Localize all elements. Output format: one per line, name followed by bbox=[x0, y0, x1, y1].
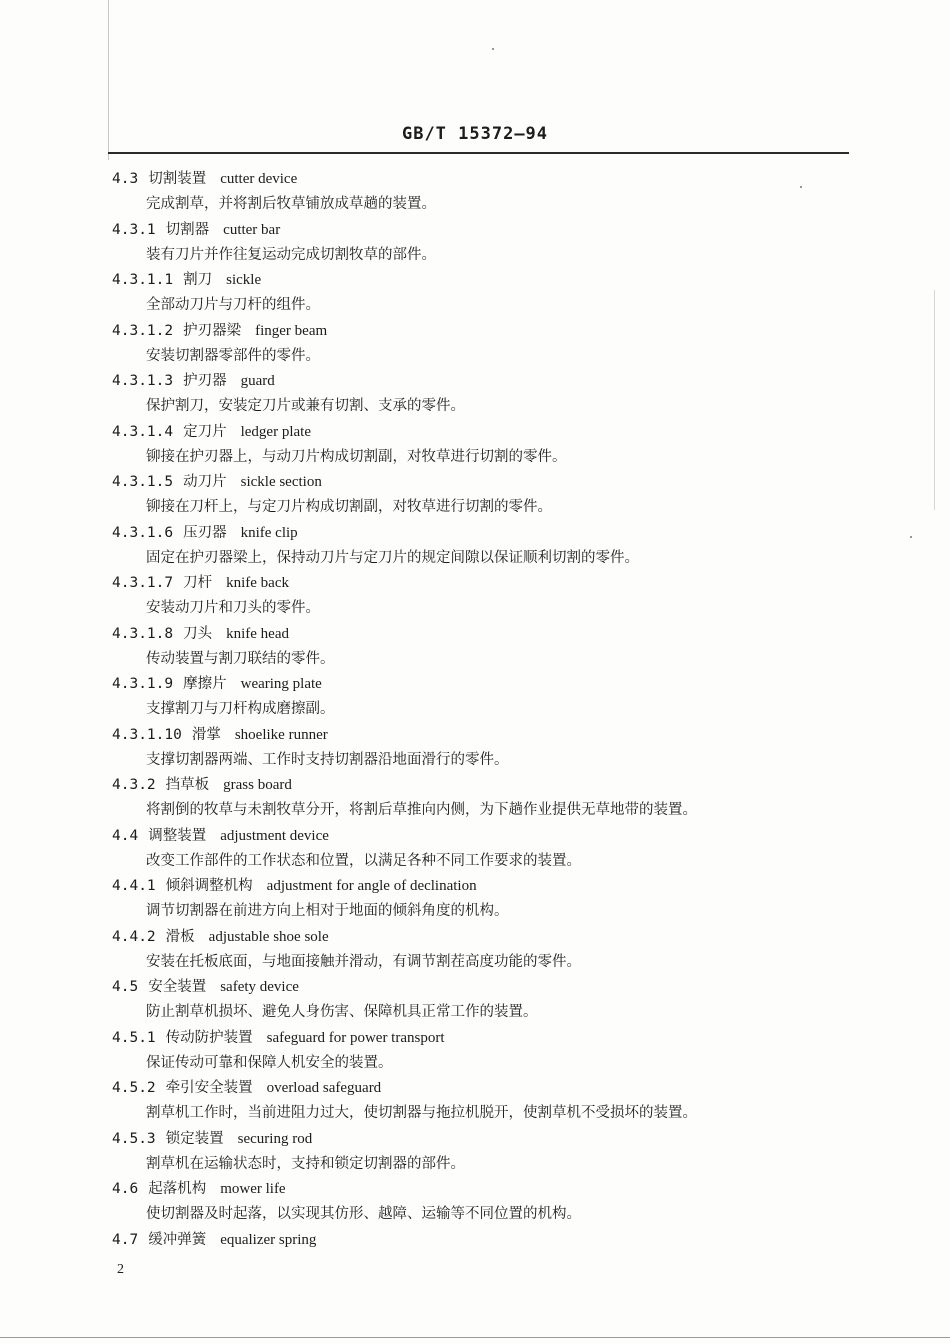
term-english: knife back bbox=[226, 575, 289, 591]
term-number: 4.3.1.3 bbox=[112, 373, 174, 389]
term-heading bbox=[112, 1176, 872, 1202]
header-rule bbox=[108, 152, 849, 154]
scan-bottom-line bbox=[0, 1337, 950, 1338]
term-definition: 安装动刀片和刀头的零件。 bbox=[146, 600, 320, 616]
term-chinese: 割刀 bbox=[183, 272, 213, 288]
term-definition: 传动装置与割刀联结的零件。 bbox=[146, 650, 335, 667]
term-heading bbox=[112, 217, 872, 243]
term-definition: 保护割刀，安装定刀片或兼有切割、支承的零件。 bbox=[146, 398, 465, 414]
term-english: knife head bbox=[226, 625, 289, 642]
term-chinese: 锁定装置 bbox=[165, 1130, 224, 1147]
term-entry bbox=[112, 671, 872, 722]
term-entry bbox=[112, 1126, 872, 1177]
term-heading bbox=[112, 722, 872, 748]
term-chinese: 滑板 bbox=[165, 928, 195, 945]
term-heading bbox=[112, 318, 872, 344]
term-english: adjustable shoe sole bbox=[208, 928, 329, 945]
term-definition: 将割倒的牧草与未割牧草分开，将割后草推向内侧，为下趟作业提供无草地带的装置。 bbox=[146, 802, 697, 818]
term-heading bbox=[112, 267, 872, 293]
term-heading bbox=[112, 1075, 872, 1101]
term-english: sickle bbox=[226, 272, 262, 288]
term-number: 4.4.1 bbox=[112, 878, 156, 894]
term-entry bbox=[112, 318, 872, 369]
term-chinese: 倾斜调整机构 bbox=[165, 878, 253, 894]
term-english: adjustment for angle of declination bbox=[266, 878, 477, 894]
term-number: 4.3.1 bbox=[112, 221, 156, 238]
term-number: 4.3.1.1 bbox=[112, 272, 174, 288]
term-heading bbox=[112, 772, 872, 798]
term-definition: 使切割器及时起落，以实现其仿形、越障、运输等不同位置的机构。 bbox=[146, 1206, 581, 1222]
term-english: grass board bbox=[223, 777, 292, 793]
term-english: equalizer spring bbox=[220, 1231, 317, 1248]
term-heading bbox=[112, 823, 872, 849]
term-heading bbox=[112, 419, 872, 445]
term-definition: 完成割草，并将割后牧草铺放成草趟的装置。 bbox=[146, 196, 436, 212]
term-definition: 防止割草机损坏、避免人身伤害、保障机具正常工作的装置。 bbox=[146, 1004, 538, 1020]
term-entry bbox=[112, 520, 872, 571]
term-heading bbox=[112, 469, 872, 495]
term-entry bbox=[112, 1176, 872, 1227]
term-number: 4.3.1.4 bbox=[112, 423, 174, 440]
term-number: 4.7 bbox=[112, 1231, 139, 1248]
term-number: 4.3.1.9 bbox=[112, 676, 174, 692]
term-chinese: 挡草板 bbox=[165, 777, 210, 793]
term-english: cutter bar bbox=[223, 221, 281, 238]
term-definition: 全部动刀片与刀杆的组件。 bbox=[146, 297, 320, 313]
term-english: sickle section bbox=[240, 474, 322, 490]
scan-speck bbox=[910, 536, 912, 538]
term-definition: 铆接在护刃器上，与动刀片构成切割副，对牧草进行切割的零件。 bbox=[146, 448, 567, 465]
term-english: adjustment device bbox=[220, 827, 329, 844]
term-entry bbox=[112, 722, 872, 773]
term-chinese: 摩擦片 bbox=[183, 676, 227, 692]
term-chinese: 定刀片 bbox=[183, 423, 227, 440]
term-english: overload safeguard bbox=[266, 1080, 382, 1096]
term-chinese: 牵引安全装置 bbox=[165, 1080, 253, 1096]
term-chinese: 护刃器梁 bbox=[183, 322, 242, 339]
term-entry bbox=[112, 469, 872, 520]
term-chinese: 安全装置 bbox=[148, 979, 207, 995]
term-english: guard bbox=[240, 373, 275, 389]
term-number: 4.3.1.5 bbox=[112, 474, 174, 490]
term-definition: 装有刀片并作往复运动完成切割牧草的部件。 bbox=[146, 246, 436, 263]
term-english: finger beam bbox=[255, 322, 328, 339]
term-english: cutter device bbox=[220, 171, 298, 187]
term-entry bbox=[112, 1227, 872, 1253]
term-definition: 改变工作部件的工作状态和位置，以满足各种不同工作要求的装置。 bbox=[146, 852, 581, 869]
term-heading bbox=[112, 671, 872, 697]
term-heading bbox=[112, 570, 872, 596]
term-number: 4.3.2 bbox=[112, 777, 156, 793]
term-heading bbox=[112, 368, 872, 394]
term-definition: 保证传动可靠和保障人机安全的装置。 bbox=[146, 1054, 393, 1071]
term-definition: 安装在托板底面，与地面接触并滑动，有调节割茬高度功能的零件。 bbox=[146, 953, 581, 970]
term-entry bbox=[112, 1025, 872, 1076]
term-entry bbox=[112, 974, 872, 1025]
term-heading bbox=[112, 873, 872, 899]
term-number: 4.5.2 bbox=[112, 1080, 156, 1096]
term-entry bbox=[112, 621, 872, 672]
term-entry bbox=[112, 368, 872, 419]
term-definition: 割草机在运输状态时，支持和锁定切割器的部件。 bbox=[146, 1155, 465, 1172]
term-heading bbox=[112, 974, 872, 1000]
term-entry bbox=[112, 1075, 872, 1126]
term-english: ledger plate bbox=[240, 423, 311, 440]
term-definition: 固定在护刃器梁上，保持动刀片与定刀片的规定间隙以保证顺利切割的零件。 bbox=[146, 549, 639, 566]
term-english: securing rod bbox=[237, 1130, 313, 1147]
term-number: 4.3 bbox=[112, 171, 139, 187]
term-number: 4.4 bbox=[112, 827, 139, 844]
term-chinese: 切割装置 bbox=[148, 171, 207, 187]
term-chinese: 动刀片 bbox=[183, 474, 227, 490]
term-number: 4.5 bbox=[112, 979, 139, 995]
term-number: 4.3.1.2 bbox=[112, 322, 174, 339]
term-number: 4.3.1.6 bbox=[112, 524, 174, 541]
term-definition: 调节切割器在前进方向上相对于地面的倾斜角度的机构。 bbox=[146, 903, 509, 919]
scan-speck bbox=[492, 48, 494, 50]
term-number: 4.3.1.8 bbox=[112, 625, 174, 642]
term-heading bbox=[112, 924, 872, 950]
term-heading bbox=[112, 1126, 872, 1152]
term-number: 4.5.1 bbox=[112, 1029, 156, 1046]
term-entry bbox=[112, 570, 872, 621]
term-chinese: 滑掌 bbox=[191, 726, 221, 743]
term-english: knife clip bbox=[240, 524, 298, 541]
term-entry bbox=[112, 823, 872, 874]
scan-edge-line bbox=[934, 290, 935, 510]
term-chinese: 缓冲弹簧 bbox=[148, 1231, 207, 1248]
term-entry bbox=[112, 873, 872, 924]
term-number: 4.5.3 bbox=[112, 1130, 156, 1147]
term-heading bbox=[112, 1227, 872, 1253]
term-chinese: 压刃器 bbox=[183, 524, 227, 541]
term-english: safeguard for power transport bbox=[266, 1029, 445, 1046]
term-definition: 铆接在刀杆上，与定刀片构成切割副，对牧草进行切割的零件。 bbox=[146, 499, 552, 515]
term-definition: 支撑切割器两端、工作时支持切割器沿地面滑行的零件。 bbox=[146, 751, 509, 768]
term-english: mower life bbox=[220, 1181, 286, 1197]
term-entry bbox=[112, 267, 872, 318]
term-number: 4.6 bbox=[112, 1181, 139, 1197]
term-english: wearing plate bbox=[240, 676, 322, 692]
term-heading bbox=[112, 1025, 872, 1051]
term-entry bbox=[112, 924, 872, 975]
term-number: 4.3.1.7 bbox=[112, 575, 174, 591]
term-heading bbox=[112, 166, 872, 192]
term-chinese: 切割器 bbox=[165, 221, 210, 238]
term-entry bbox=[112, 419, 872, 470]
term-chinese: 传动防护装置 bbox=[165, 1029, 253, 1046]
standard-code-header: GB/T 15372—94 bbox=[401, 124, 549, 144]
term-entry bbox=[112, 217, 872, 268]
page-number: 2 bbox=[117, 1262, 124, 1277]
term-entry bbox=[112, 772, 872, 823]
term-english: shoelike runner bbox=[234, 726, 328, 743]
term-number: 4.4.2 bbox=[112, 928, 156, 945]
term-chinese: 刀杆 bbox=[183, 575, 213, 591]
term-definition: 安装切割器零部件的零件。 bbox=[146, 347, 320, 364]
term-definition: 割草机工作时，当前进阻力过大，使切割器与拖拉机脱开，使割草机不受损坏的装置。 bbox=[146, 1105, 697, 1121]
term-entry bbox=[112, 166, 872, 217]
term-definition: 支撑割刀与刀杆构成磨擦副。 bbox=[146, 701, 335, 717]
term-chinese: 刀头 bbox=[183, 625, 213, 642]
term-heading bbox=[112, 621, 872, 647]
term-english: safety device bbox=[220, 979, 299, 995]
term-number: 4.3.1.10 bbox=[112, 726, 182, 743]
term-heading bbox=[112, 520, 872, 546]
term-chinese: 调整装置 bbox=[148, 827, 207, 844]
term-list bbox=[112, 166, 872, 1253]
term-chinese: 起落机构 bbox=[148, 1181, 207, 1197]
term-chinese: 护刃器 bbox=[183, 373, 227, 389]
